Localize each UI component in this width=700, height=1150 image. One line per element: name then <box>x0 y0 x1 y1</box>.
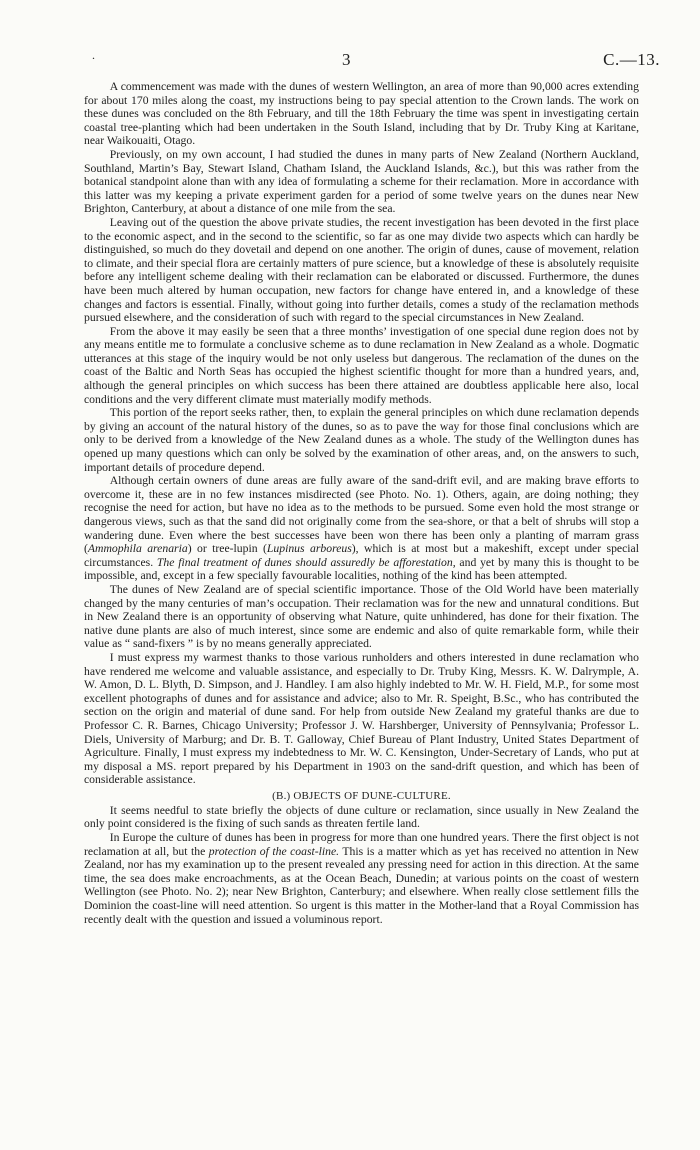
document-reference: C.—13. <box>603 50 660 69</box>
text-run: From the above it may easily be seen that a three months’ investigation of one special dune region does not by any means entitle me to formulate a conclusive scheme as to dune reclamation in New Zealand as a whole. Dogmatic utterances at this stage of the inquiry would be not only useless but dangerous. The reclamation of the dunes on the coast of the Baltic and North Seas has occupied the highest scientific thought for more than a hundred years, and, although the general principles on which success has been there attained are doubtless applicable here also, local conditions and the very different climate must materially modify methods. <box>84 324 639 406</box>
text-run: A commencement was made with the dunes of western Wellington, an area of more than 90,000 acres extending for about 170 miles along the coast, my instructions being to pay special attention to the Crown lands. The work on these dunes was concluded on the 8th February, and till the 18th February the time was spent in investigating certain coastal tree-planting which had been undertaken in the South Island, including that by Dr. Truby King at Karitane, near Waikouaiti, Otago. <box>84 80 639 148</box>
paragraph <box>84 406 639 474</box>
paragraph <box>84 651 639 787</box>
text-run: In Europe the culture of dunes has been in progress for more than one hundred years. There the first object is not reclamation at all, but the <box>84 831 639 858</box>
paragraph <box>84 325 639 407</box>
text-run: It seems needful to state briefly the objects of dune culture or reclamation, since usually in New Zealand the only point considered is the fixing of such sands as threaten fertile land. <box>84 803 639 831</box>
text-run: Previously, on my own account, I had studied the dunes in many parts of New Zealand (Northern Auckland, Southland, Martin’s Bay, Stewart Island, Chatham Island, the Auckland Islands, &c.), but this was rather from the botanical standpoint alone than with any idea of formulating a scheme for their reclamation. More in accordance with this latter was my keeping a private experiment garden for a period of some twelve years on the dunes near New Brighton, Canterbury, at about a distance of one mile from the sea. <box>84 147 639 216</box>
text-run: ) or tree-lupin ( <box>187 542 267 556</box>
paragraph <box>84 474 639 583</box>
text-run: This portion of the report seeks rather, then, to explain the general principles on which dune reclamation depends by giving an account of the natural history of the dunes, so as to pave the way for those final conclusions which are only to be derived from a knowledge of the New Zealand dunes as a whole. The study of the Wellington dunes has opened up many questions which can only be solved by the examination of other areas, and, on the answers to such, important details of procedure depend. <box>84 406 639 474</box>
text-run: The dunes of New Zealand are of special scientific importance. Those of the Old World have been materially changed by the many centuries of man’s occupation. Their reclamation was for the new and unnatural conditions. But in New Zealand there is an opportunity of observing what Nature, quite unhindered, has done for their fixation. The native dune plants are also of much interest, since some are endemic and also of quite remarkable form, while their value as “ sand-fixers ” is by no means generally appreciated. <box>84 582 639 651</box>
italic-text: The final treatment of dunes should assuredly be afforestation, <box>156 555 456 569</box>
page-number: 3 <box>342 50 351 69</box>
text-run: I must express my warmest thanks to those various runholders and others interested in dune reclamation who have rendered me welcome and valuable assistance, and especially to Dr. Truby King, Messrs. K. W. Dalrymple, A. W. Amon, D. L. Blyth, D. Simpson, and J. Handley. I am also highly indebted to Mr. W. H. Field, M.P., for some most excellent photographs of dunes and for assistance and advice; also to Mr. R. Speight, B.Sc., who has contributed the section on the origin and material of dune sand. For help from outside New Zealand my grateful thanks are due to Professor C. R. Barnes, Chicago University; Professor J. W. Harshberger, University of Pennsylvania; Professor L. Diels, University of Marburg; and Dr. B. T. Galloway, Chief Bureau of Plant Industry, United States Department of Agriculture. Finally, I must express my indebtedness to Mr. W. C. Kensington, Under-Secretary of Lands, who put at my disposal a MS. report prepared by his Department in 1903 on the sand-drift question, and which has been of considerable assistance. <box>84 650 639 787</box>
objects-section <box>84 804 639 926</box>
margin-mark: . <box>92 48 95 62</box>
paragraph <box>84 216 639 325</box>
italic-text: protection of the coast-line. <box>208 844 340 858</box>
text-run: Although certain owners of dune areas are fully aware of the sand-drift evil, and are making brave efforts to overcome it, these are in no few instances misdirected (see Photo. No. 1). Others, again, are doing nothing; they recognise the need for action, but have no idea as to the methods to be pursued. Some even hold the most strange or dangerous views, such as that the sand did not originally come from the sea-shore, or that a belt of shrubs will stop a wandering dune. Even where the best successes have been won there has been only a planting of marram grass ( <box>84 474 639 556</box>
paragraph <box>84 831 639 926</box>
text-run: This is a matter which as yet has received no attention in New Zealand, nor has my examination up to the present revealed any pressing need for action in this direction. At the same time, the sea does make encroachments, as at the Ocean Beach, Dunedin; at various points on the coast of western Wellington (see Photo. No. 2); near New Brighton, Canterbury; and elsewhere. When really close settlement fills the Dominion the coast-line will need attention. So urgent is this matter in the Mother-land that a Royal Commission has recently dealt with the question and issued a voluminous report. <box>84 844 639 926</box>
italic-text: Lupinus arboreus <box>266 542 352 556</box>
paragraph <box>84 148 639 216</box>
intro-section <box>84 80 639 787</box>
body-text <box>84 80 639 926</box>
paragraph <box>84 80 639 148</box>
paragraph <box>84 804 639 831</box>
paragraph <box>84 583 639 651</box>
text-run: ), which is at most but a makeshift, except under special circumstances. <box>84 542 639 569</box>
text-run: Leaving out of the question the above private studies, the recent investigation has been devoted in the first place to the economic aspect, and in the second to the scientific, so far as one may divide two aspects which can hardly be distinguished, so much do they dovetail and depend on one another. The origin of dunes, cause of movement, relation to climate, and their special flora are certainly matters of pure science, but a knowledge of these is absolutely requisite before any intelligent scheme dealing with their reclamation can be elaborated or discussed. Furthermore, the dunes have been much altered by human occupation, new factors for change have entered in, and a knowledge of these changes and factors is essential. Finally, without going into further details, comes a study of the reclamation methods pursued elsewhere, and the consideration of such with regard to the special circumstances in New Zealand. <box>84 215 639 325</box>
text-run: and yet by many this is thought to be impossible, and, except in a few specially favourable localities, nothing of the kind has been attempted. <box>84 555 640 583</box>
section-heading: (B.) OBJECTS OF DUNE-CULTURE. <box>272 789 451 802</box>
italic-text: Ammophila arenaria <box>87 542 188 556</box>
